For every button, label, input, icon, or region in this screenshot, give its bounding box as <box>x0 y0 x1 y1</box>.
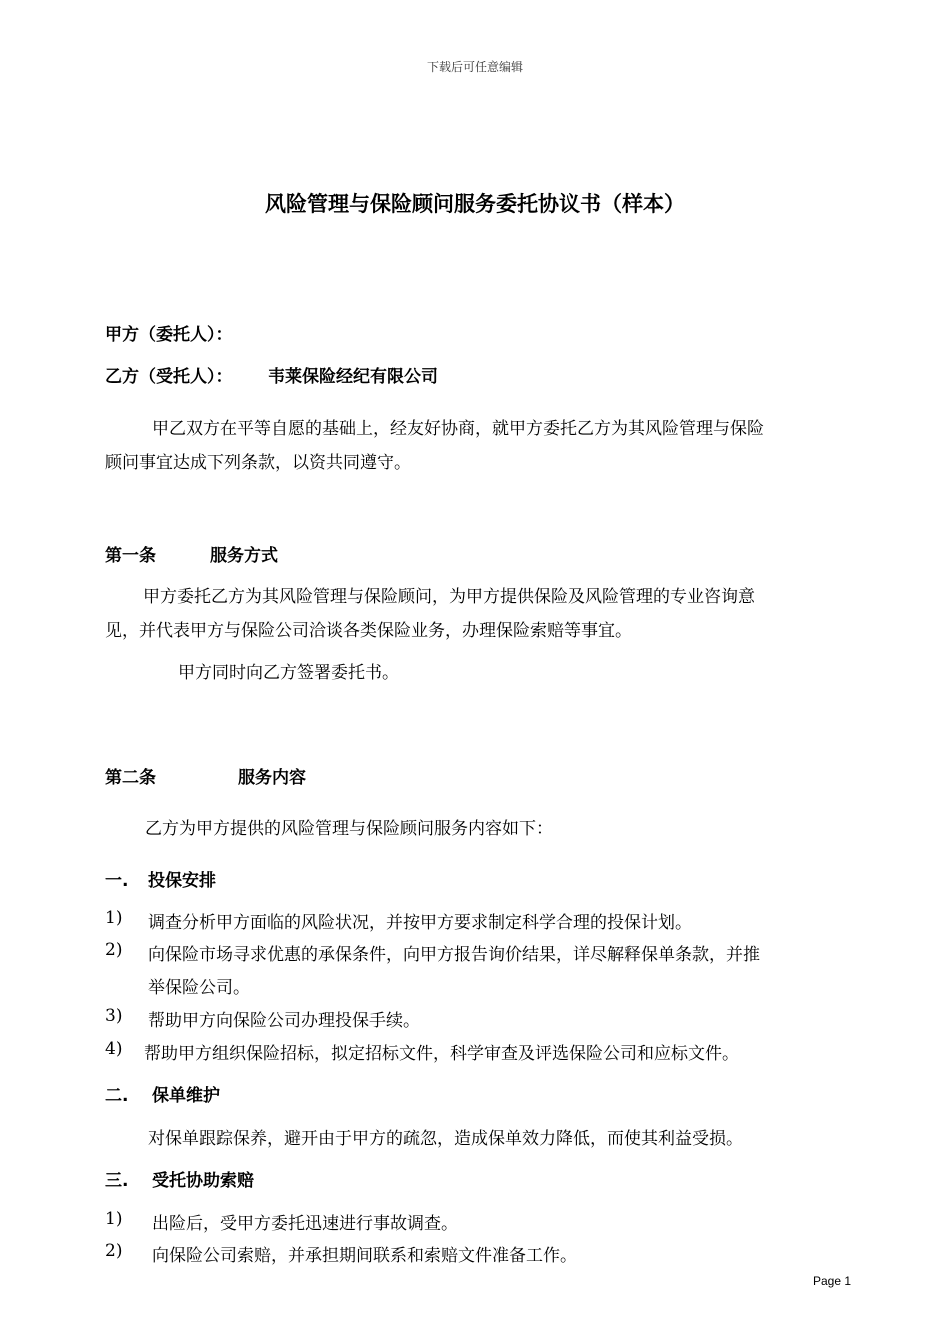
list-item-number: 4) <box>105 1039 123 1059</box>
section2-number: 二. <box>105 1086 129 1106</box>
list-item-number: 2) <box>105 1241 123 1261</box>
section3-number: 三. <box>105 1171 129 1191</box>
article1-p1-line1: 甲方委托乙方为其风险管理与保险顾问，为甲方提供保险及风险管理的专业咨询意 <box>143 587 755 607</box>
party-a-label: 甲方（委托人）： <box>105 325 233 345</box>
list-item-text: 调查分析甲方面临的风险状况，并按甲方要求制定科学合理的投保计划。 <box>148 913 692 933</box>
party-b-name: 韦莱保险经纪有限公司 <box>268 367 438 387</box>
list-item-number: 1) <box>105 908 123 928</box>
header-note: 下载后可任意编辑 <box>426 60 523 74</box>
article1-p1-line2: 见，并代表甲方与保险公司洽谈各类保险业务，办理保险索赔等事宜。 <box>105 621 632 641</box>
list-item-text: 向保险公司索赔，并承担期间联系和索赔文件准备工作。 <box>152 1246 577 1266</box>
article1-heading: 服务方式 <box>210 546 278 566</box>
list-item-number: 3) <box>105 1006 123 1026</box>
list-item-text-continued: 举保险公司。 <box>148 978 250 998</box>
document-title: 风险管理与保险顾问服务委托协议书（样本） <box>265 192 685 216</box>
section2-text: 对保单跟踪保养，避开由于甲方的疏忽，造成保单效力降低，而使其利益受损。 <box>148 1129 743 1149</box>
article2-intro: 乙方为甲方提供的风险管理与保险顾问服务内容如下： <box>145 819 553 839</box>
list-item-text: 向保险市场寻求优惠的承保条件，向甲方报告询价结果，详尽解释保单条款，并推 <box>148 945 760 965</box>
article2-heading: 服务内容 <box>238 768 306 788</box>
article1-p2: 甲方同时向乙方签署委托书。 <box>178 663 399 683</box>
intro-line-1: 甲乙双方在平等自愿的基础上，经友好协商，就甲方委托乙方为其风险管理与保险 <box>152 419 764 439</box>
article2-number: 第二条 <box>105 768 156 788</box>
list-item-text: 出险后，受甲方委托迅速进行事故调查。 <box>152 1214 458 1234</box>
list-item-number: 2) <box>105 940 123 960</box>
list-item-text: 帮助甲方向保险公司办理投保手续。 <box>148 1011 420 1031</box>
article1-number: 第一条 <box>105 546 156 566</box>
list-item-number: 1) <box>105 1209 123 1229</box>
party-b-label: 乙方（受托人）： <box>105 367 233 387</box>
page-number: Page 1 <box>813 1274 852 1288</box>
section1-number: 一. <box>105 871 129 891</box>
section1-heading: 投保安排 <box>148 871 216 891</box>
list-item-text: 帮助甲方组织保险招标，拟定招标文件，科学审查及评选保险公司和应标文件。 <box>144 1044 739 1064</box>
intro-line-2: 顾问事宜达成下列条款，以资共同遵守。 <box>105 453 411 473</box>
section3-heading: 受托协助索赔 <box>152 1171 254 1191</box>
section2-heading: 保单维护 <box>152 1086 220 1106</box>
